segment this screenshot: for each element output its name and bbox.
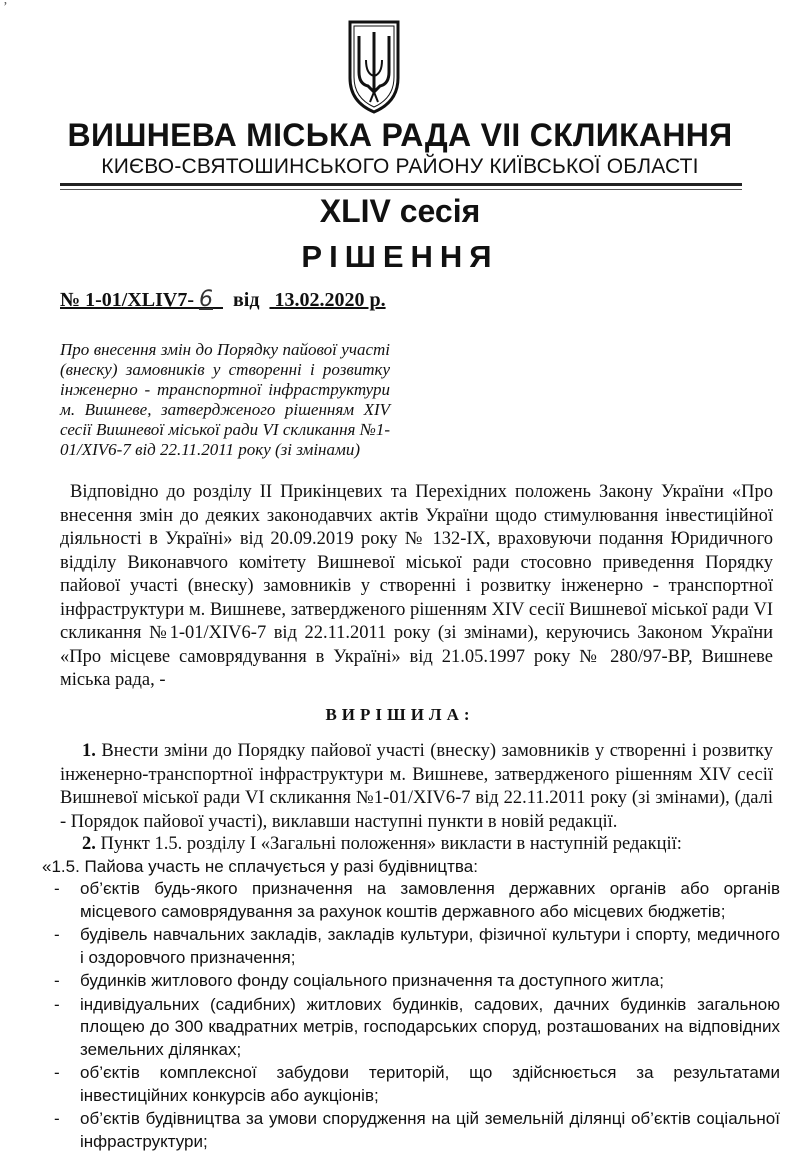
list-item-text: будівель навчальних закладів, закладів культури, фізичної культури і спорту, медичного і оздоровчого призначення; (80, 925, 780, 967)
clause-1 (60, 740, 773, 834)
clause-text: Пункт 1.5. розділу I «Загальні положення» викласти в наступній редакції: (100, 834, 682, 854)
header-divider-thin (60, 189, 742, 190)
list-item-text: об’єктів будь-якого призначення на замовлення державних органів або органів місцевого самоврядування за рахунок коштів державного або місцевих бюджетів; (80, 879, 780, 921)
handwritten-number: 6 (198, 287, 213, 312)
clause-text: Внести зміни до Порядку пайової участі (внеску) замовників у створенні і розвитку інженерно-транспортної інфраструктури м. Вишневе, затвердженого рішенням XIV сесії Вишневої міської ради VI скликання №1-01/XIV6-7 від 22.11.2011 року (зі змінами), (далі - Порядок пайової участі), виклавши наступні пункти в новій редакції. (60, 741, 774, 832)
session-title: XLIV сесія (319, 193, 481, 229)
exemption-list (42, 878, 780, 1154)
bullet-marker: - (54, 1109, 60, 1128)
list-item-text: об’єктів комплексної забудови територій, що здійснюється за результатами інвестиційних конкурсів або аукціонів; (80, 1063, 780, 1105)
list-item (42, 924, 780, 969)
list-item-text: об’єктів будівництва за умови спорудження на цій земельній ділянці об’єктів соціальної інфраструктури; (80, 1109, 780, 1151)
list-item-text: індивідуальних (садибних) житлових будинків, садових, дачних будинків загальною площею до 300 квадратних метрів, господарських споруд, розташованих на відповідних земельних ділянках; (80, 994, 780, 1059)
preamble: Відповідно до розділу II Прикінцевих та Перехідних положень Закону України «Про внесення змін до деяких законодавчих актів України щодо стимулювання інвестиційної діяльності в Україні» від 20.09.2019 року № 132-IX, враховуючи подання Юридичного відділу Виконавчого комітету Вишневої міської ради стосовно приведення Порядку пайової участі (внеску) замовників у створенні і розвитку інженерно - транспортної інфраструктури м. Вишневе, затвердженого рішенням XIV сесії Вишневої міської ради VI скликання №1-01/XIV6-7 від 22.11.2011 року (зі змінами), керуючись Законом України «Про місцеве самоврядування в Україні» від 21.05.1997 року № 280/97-ВР, Вишневе міська рада, - (60, 482, 773, 690)
decision-date: 13.02.2020 р. (274, 289, 386, 311)
list-item (42, 994, 780, 1062)
bullet-marker: - (54, 879, 60, 898)
list-item (42, 878, 780, 923)
decision-subject: Про внесення змін до Порядку пайової участі (внеску) замовників у створенні і розвитку інженерно - транспортної інфраструктури м. Вишневе, затвердженого рішенням XIV сесії Вишневої міської ради VI скликання №1-01/XIV6-7 від 22.11.2011 року (зі змінами) (60, 340, 390, 459)
clause-number: 2. (82, 834, 96, 854)
quoted-clause-heading: «1.5. Пайова участь не сплачується у разі будівництва: (42, 857, 478, 876)
bullet-marker: - (54, 994, 60, 1014)
resolved-heading: ВИРІШИЛА: (325, 705, 475, 724)
document-type: РІШЕННЯ (301, 239, 499, 274)
list-item (42, 1062, 780, 1107)
bullet-marker: - (54, 925, 60, 944)
date-prefix: від (232, 289, 260, 311)
margin-mark: ʼ (3, 0, 8, 15)
list-item-text: будинків житлового фонду соціального призначення та доступного житла; (80, 971, 664, 990)
list-item (42, 970, 780, 993)
bullet-marker: - (54, 971, 60, 990)
bullet-marker: - (54, 1063, 60, 1082)
header-divider (60, 183, 742, 186)
decision-number: № 1-01/XLIV7- (60, 289, 194, 311)
trident-coat-of-arms-icon (344, 16, 404, 116)
council-district: КИЄВО-СВЯТОШИНСЬКОГО РАЙОНУ КИЇВСЬКОЇ ОБЛАСТІ (101, 155, 699, 178)
council-name: ВИШНЕВА МІСЬКА РАДА VII СКЛИКАННЯ (67, 117, 733, 153)
decision-number-line (60, 287, 386, 312)
clause-number: 1. (82, 741, 96, 761)
list-item (42, 1108, 780, 1153)
clause-2 (60, 833, 773, 857)
